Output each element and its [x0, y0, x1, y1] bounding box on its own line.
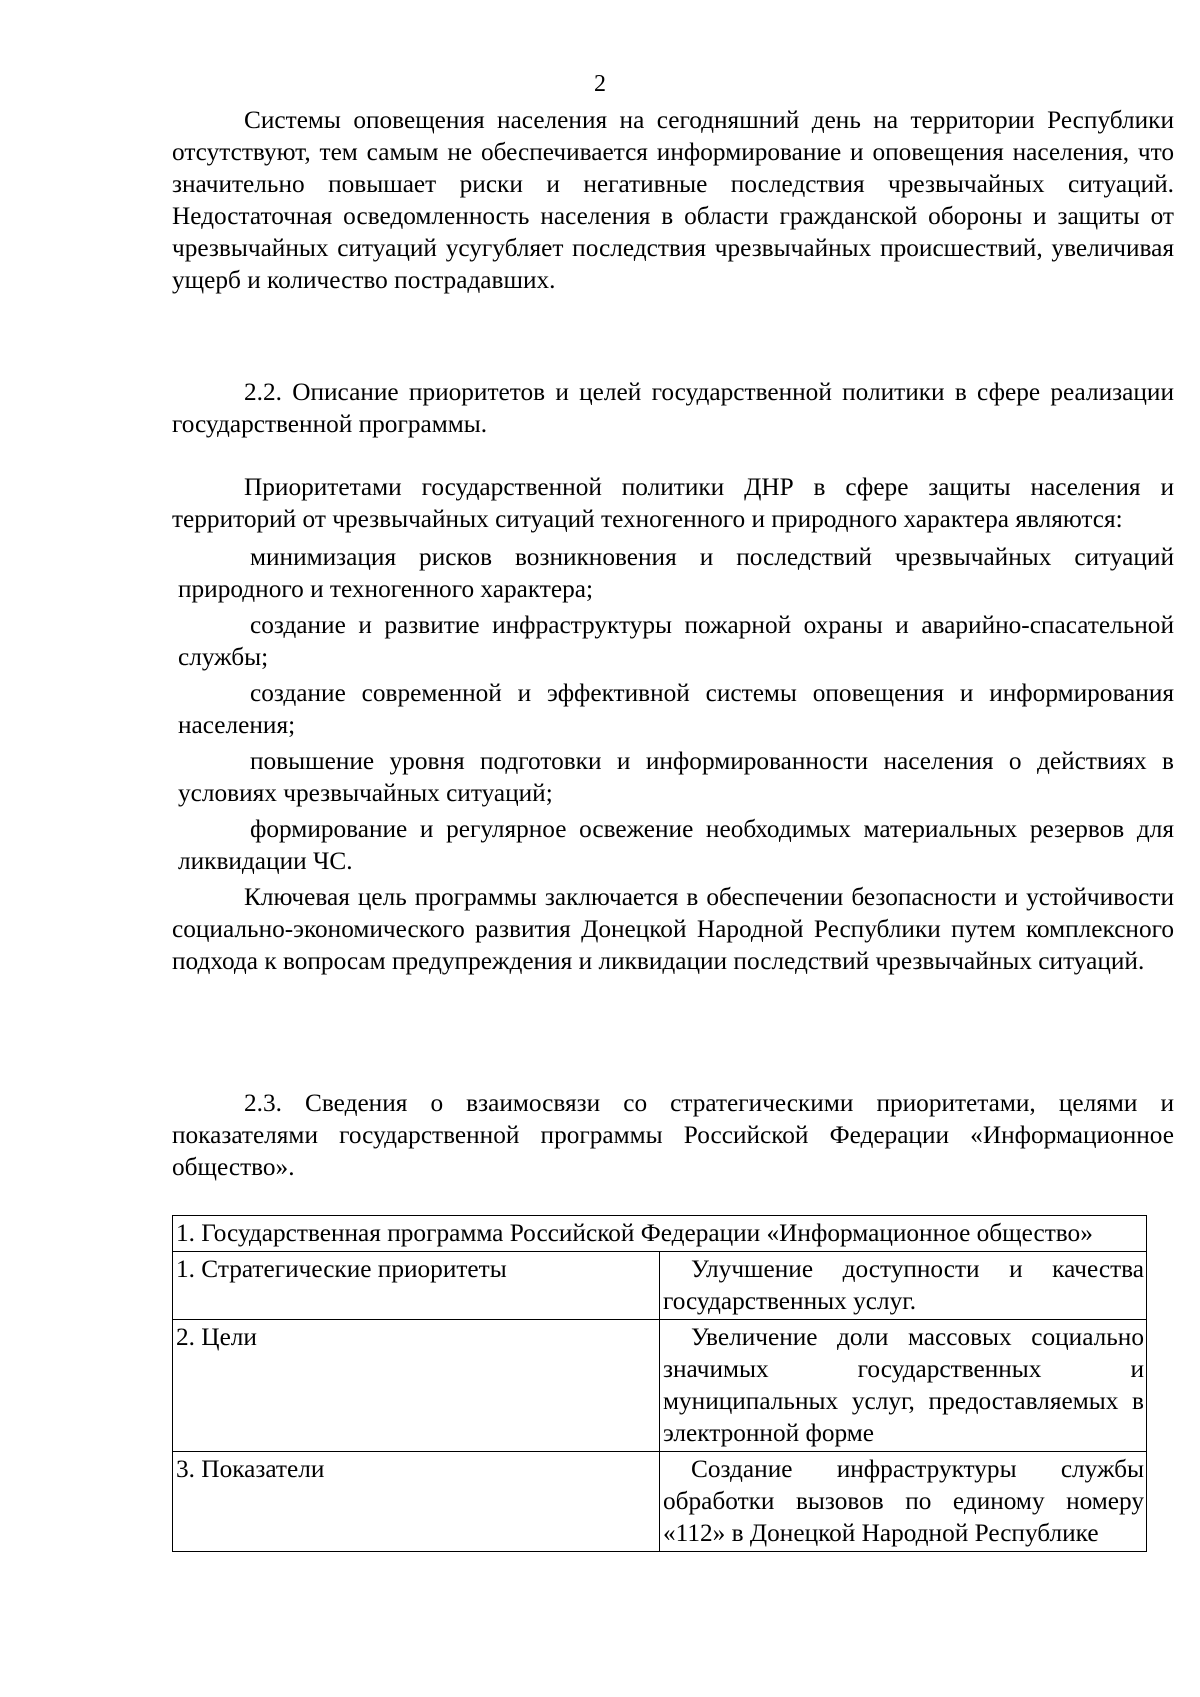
- table-header-cell: 1. Государственная программа Российской Федерации «Информационное общество»: [173, 1216, 1147, 1252]
- section-heading-text: 2.2. Описание приоритетов и целей государственной политики в сфере реализации государственной программы.: [172, 378, 1174, 438]
- table-row-label: 3. Показатели: [173, 1452, 660, 1552]
- program-linkage-table: [172, 1215, 1147, 1552]
- table-row: [173, 1452, 1147, 1552]
- key-goal-paragraph: Ключевая цель программы заключается в обеспечении безопасности и устойчивости социально-экономического развития Донецкой Народной Республики путем комплексного подхода к вопросам предупреждения и ликвидации последствий чрезвычайных ситуаций.: [172, 883, 1174, 975]
- paragraph-alert-systems: [172, 104, 1174, 296]
- page-number: 2: [594, 71, 606, 97]
- table-row: [173, 1252, 1147, 1320]
- table-row: [173, 1320, 1147, 1452]
- priorities-block: [172, 471, 1174, 977]
- table-row-label: 1. Стратегические приоритеты: [173, 1252, 660, 1320]
- table-header-row: [173, 1216, 1147, 1252]
- section-heading-text: 2.3. Сведения о взаимосвязи со стратегическими приоритетами, целями и показателями государственной программы Российской Федерации «Информационное общество».: [172, 1089, 1174, 1181]
- priority-item: формирование и регулярное освежение необходимых материальных резервов для ликвидации ЧС.: [178, 815, 1174, 875]
- priority-item: повышение уровня подготовки и информированности населения о действиях в условиях чрезвычайных ситуаций;: [178, 747, 1174, 807]
- priority-item: создание и развитие инфраструктуры пожарной охраны и аварийно-спасательной службы;: [178, 611, 1174, 671]
- section-2-3-heading: [172, 1087, 1174, 1183]
- table-row-label: 2. Цели: [173, 1320, 660, 1452]
- paragraph-text: Системы оповещения населения на сегодняшний день на территории Республики отсутствуют, тем самым не обеспечивается информирование и оповещения населения, что значительно повышает риски и негативные последствия чрезвычайных ситуаций. Недостаточная осведомленность населения в области гражданской обороны и защиты от чрезвычайных ситуаций усугубляет последствия чрезвычайных происшествий, увеличивая ущерб и количество пострадавших.: [172, 106, 1174, 294]
- priorities-intro: Приоритетами государственной политики ДНР в сфере защиты населения и территорий от чрезвычайных ситуаций техногенного и природного характера являются:: [172, 473, 1174, 533]
- table-row-value: Создание инфраструктуры службы обработки вызовов по единому номеру «112» в Донецкой Народной Республике: [660, 1452, 1147, 1552]
- section-2-2-heading: [172, 376, 1174, 440]
- priority-item: минимизация рисков возникновения и последствий чрезвычайных ситуаций природного и техногенного характера;: [178, 543, 1174, 603]
- priority-item: создание современной и эффективной системы оповещения и информирования населения;: [178, 679, 1174, 739]
- table-row-value: Увеличение доли массовых социально значимых государственных и муниципальных услуг, предоставляемых в электронной форме: [660, 1320, 1147, 1452]
- table-row-value: Улучшение доступности и качества государственных услуг.: [660, 1252, 1147, 1320]
